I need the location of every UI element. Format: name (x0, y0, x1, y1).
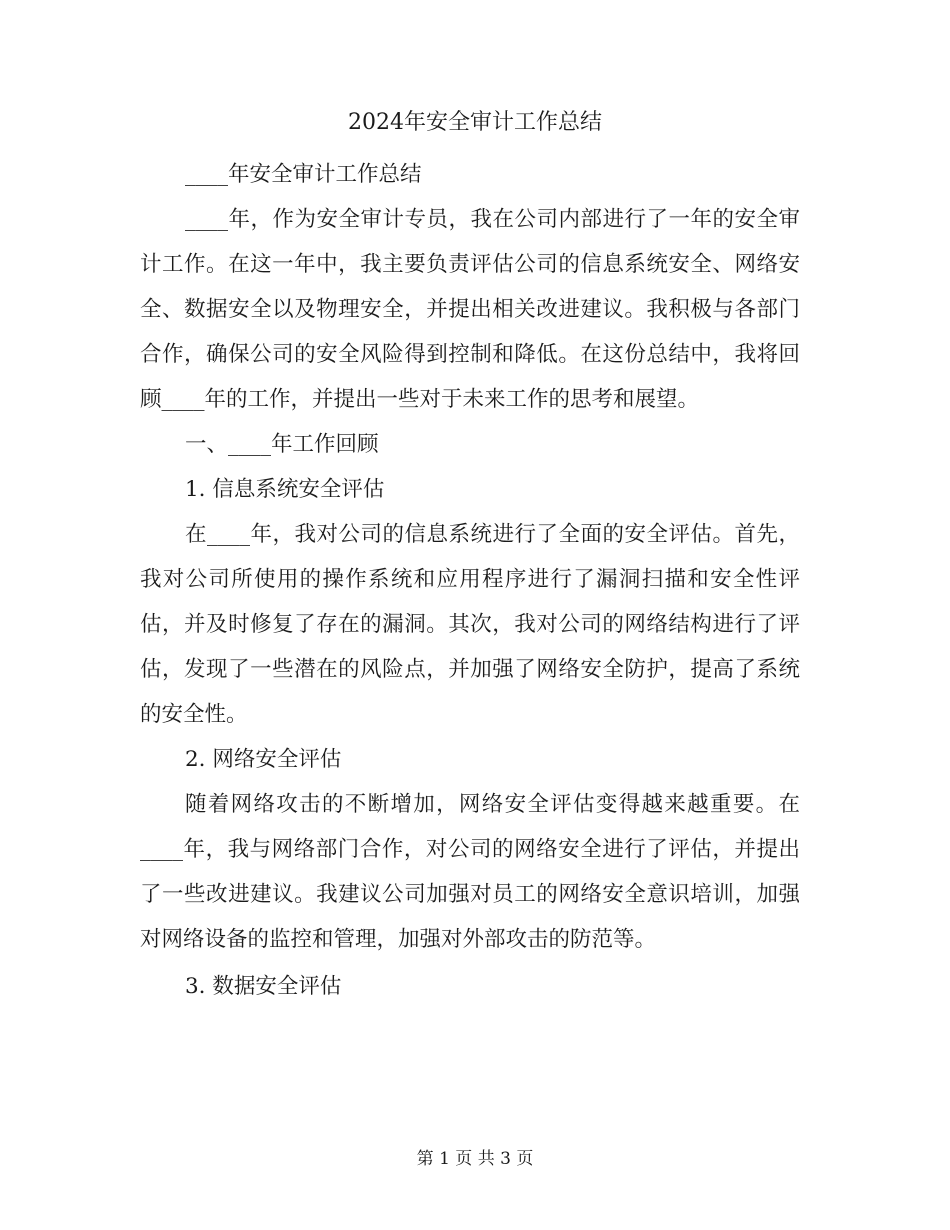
info-system-paragraph: 在____年，我对公司的信息系统进行了全面的安全评估。首先，我对公司所使用的操作系统和应用程序进行了漏洞扫描和安全性评估，并及时修复了存在的漏洞。其次，我对公司的网络结构进行了评估，发现了一些潜在的风险点，并加强了网络安全防护，提高了系统的安全性。 (140, 522, 800, 727)
intro-paragraph: ____年，作为安全审计专员，我在公司内部进行了一年的安全审计工作。在这一年中，我主要负责评估公司的信息系统安全、网络安全、数据安全以及物理安全，并提出相关改进建议。我积极与各部门合作，确保公司的安全风险得到控制和降低。在这份总结中，我将回顾____年的工作，并提出一些对于未来工作的思考和展望。 (140, 207, 800, 412)
subsection-heading-data: 3. 数据安全评估 (185, 974, 342, 999)
page-number: 第 1 页 共 3 页 (416, 1149, 534, 1169)
document-title: 2024年安全审计工作总结 (348, 110, 602, 135)
subsection-heading-network: 2. 网络安全评估 (185, 747, 342, 772)
subsection-heading-info-system: 1. 信息系统安全评估 (185, 477, 385, 502)
network-paragraph: 随着网络攻击的不断增加，网络安全评估变得越来越重要。在____年，我与网络部门合作，对公司的网络安全进行了评估，并提出了一些改进建议。我建议公司加强对员工的网络安全意识培训，加强对网络设备的监控和管理，加强对外部攻击的防范等。 (140, 792, 800, 952)
subtitle-paragraph: ____年安全审计工作总结 (185, 162, 422, 187)
section-heading-review: 一、____年工作回顾 (185, 432, 379, 457)
document-body (140, 152, 800, 1009)
